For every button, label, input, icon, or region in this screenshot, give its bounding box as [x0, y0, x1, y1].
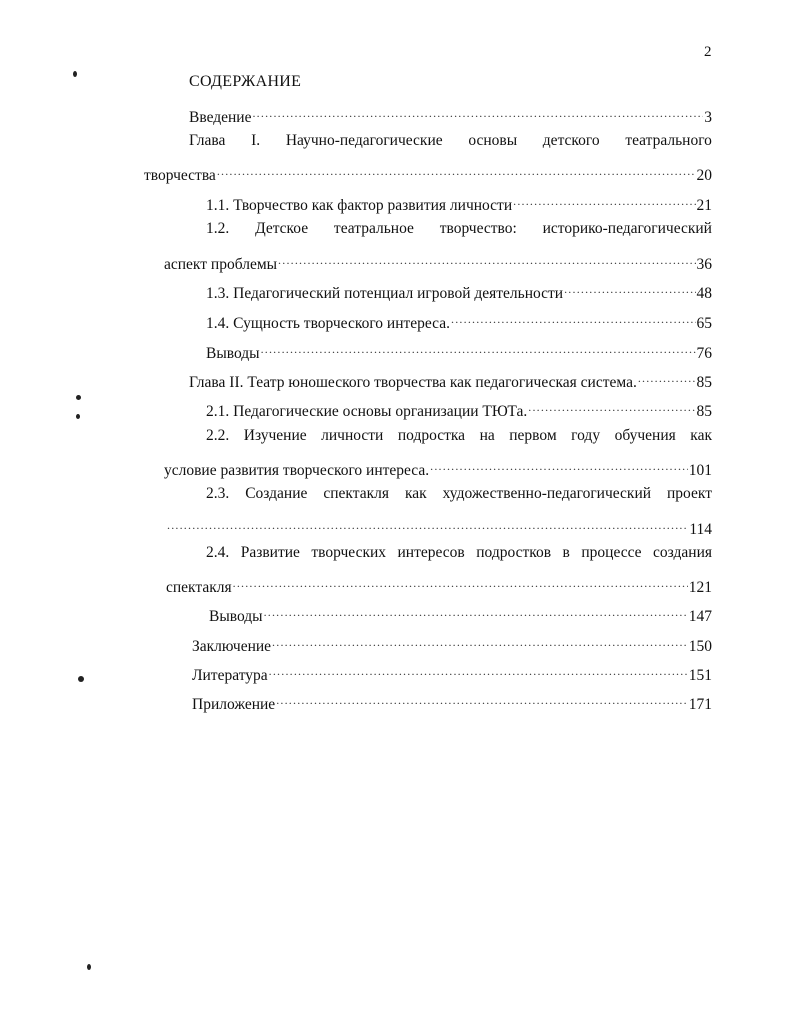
toc-page: 147: [688, 608, 712, 625]
toc-entry-literature: [192, 660, 712, 686]
toc-entry-2-4-line1: [206, 543, 712, 563]
toc-label: Выводы: [206, 345, 260, 362]
word: Развитие: [240, 544, 300, 561]
toc-entry-chapter-2: [189, 367, 712, 393]
word: основы: [468, 132, 518, 149]
toc-page: 171: [688, 696, 712, 713]
page-title: СОДЕРЖАНИЕ: [189, 73, 302, 90]
toc-page: 65: [696, 315, 712, 332]
word: Научно-педагогические: [285, 132, 443, 149]
toc-entry-2-3-line2: [166, 514, 712, 540]
leader-dots: [638, 367, 696, 387]
scan-speck: [78, 676, 84, 682]
toc-label: Введение: [189, 109, 252, 126]
word: создания: [653, 544, 712, 561]
page-number: 2: [704, 44, 712, 60]
word: историко-педагогический: [542, 220, 712, 237]
leader-dots: [233, 572, 688, 592]
word: Создание: [245, 485, 308, 502]
leader-dots: [430, 455, 688, 475]
word: спектакля: [323, 485, 389, 502]
word: подростка: [397, 427, 466, 444]
toc-entry-1-3: [206, 278, 712, 304]
word: обучения: [614, 427, 676, 444]
leader-dots: [252, 102, 703, 122]
scan-speck: [87, 964, 91, 970]
toc-label: Выводы: [209, 608, 263, 625]
toc-label: творчества: [144, 167, 216, 184]
word: подростков: [476, 544, 552, 561]
toc-label: Глава II. Театр юношеского творчества как педагогическая система.: [189, 374, 637, 391]
leader-dots: [261, 338, 696, 358]
word: году: [571, 427, 601, 444]
toc-entry-2-3-line1: [206, 484, 712, 504]
toc-page: 21: [696, 197, 712, 214]
leader-dots: [564, 278, 695, 298]
scan-speck: [76, 395, 81, 400]
word: как: [690, 427, 712, 444]
word: детского: [542, 132, 600, 149]
word: Детское: [255, 220, 309, 237]
word: художественно-педагогический: [442, 485, 652, 502]
word: интересов: [397, 544, 465, 561]
leader-dots: [528, 396, 695, 416]
word: Изучение: [243, 427, 307, 444]
toc-label: 1.3. Педагогический потенциал игровой деятельности: [206, 285, 564, 302]
toc-entry-1-4: [206, 308, 712, 334]
scan-speck: [76, 414, 80, 419]
toc-label: 1.1. Творчество как фактор развития личности: [206, 197, 513, 214]
word: процессе: [581, 544, 642, 561]
toc-entry-chapter-1-line1: [189, 131, 712, 151]
toc-page: 48: [696, 285, 712, 302]
word: 2.3.: [206, 485, 230, 502]
scan-speck: [73, 71, 77, 77]
word: на: [479, 427, 495, 444]
leader-dots: [264, 601, 688, 621]
word: первом: [509, 427, 557, 444]
word: творчество:: [439, 220, 517, 237]
leader-dots: [269, 660, 688, 680]
word: личности: [321, 427, 384, 444]
toc-page: 36: [696, 256, 712, 273]
toc-entry-conclusions-2: [209, 601, 712, 627]
toc-label: Приложение: [192, 696, 276, 713]
toc-entry-chapter-1-line2: [144, 160, 712, 186]
toc-page: 3: [704, 109, 712, 126]
toc-page: 151: [688, 667, 712, 684]
toc-entry-appendix: [192, 689, 712, 715]
toc-entry-conclusion: [192, 631, 712, 657]
word: 2.4.: [206, 544, 230, 561]
toc-page: 121: [688, 579, 712, 596]
toc-entry-intro: [189, 102, 712, 128]
toc-entry-2-2-line1: [206, 426, 712, 446]
toc-entry-conclusions-1: [206, 338, 712, 364]
toc-label: 1.4. Сущность творческого интереса.: [206, 315, 451, 332]
toc-page: 150: [688, 638, 712, 655]
toc-label: спектакля: [166, 579, 232, 596]
toc-entry-2-4-line2: [166, 572, 712, 598]
word: проект: [667, 485, 712, 502]
word: творческих: [311, 544, 387, 561]
leader-dots: [272, 631, 688, 651]
toc-label: Литература: [192, 667, 268, 684]
leader-dots: [167, 514, 688, 534]
word: как: [404, 485, 427, 502]
leader-dots: [513, 190, 695, 210]
word: в: [562, 544, 570, 561]
toc-page: 76: [696, 345, 712, 362]
toc-page: 20: [696, 167, 712, 184]
leader-dots: [217, 160, 696, 180]
toc-entry-2-2-line2: [164, 455, 712, 481]
toc-page: 101: [688, 462, 712, 479]
toc-label: 2.1. Педагогические основы организации ТЮТа.: [206, 403, 528, 420]
toc-label: Заключение: [192, 638, 272, 655]
toc-entry-1-2-line1: [206, 219, 712, 239]
word: Глава: [189, 132, 226, 149]
word: I.: [251, 132, 261, 149]
toc-page: 114: [689, 521, 712, 538]
toc-label: условие развития творческого интереса.: [164, 462, 430, 479]
toc-entry-1-1: [206, 190, 712, 216]
word: театрального: [625, 132, 712, 149]
toc-label: аспект проблемы: [164, 256, 278, 273]
toc-entry-1-2-line2: [164, 249, 712, 275]
leader-dots: [276, 689, 688, 709]
word: театральное: [333, 220, 414, 237]
toc-page: 85: [696, 374, 712, 391]
leader-dots: [278, 249, 695, 269]
word: 1.2.: [206, 220, 230, 237]
leader-dots: [451, 308, 695, 328]
toc-entry-2-1: [206, 396, 712, 422]
toc-page: 85: [696, 403, 712, 420]
word: 2.2.: [206, 427, 230, 444]
